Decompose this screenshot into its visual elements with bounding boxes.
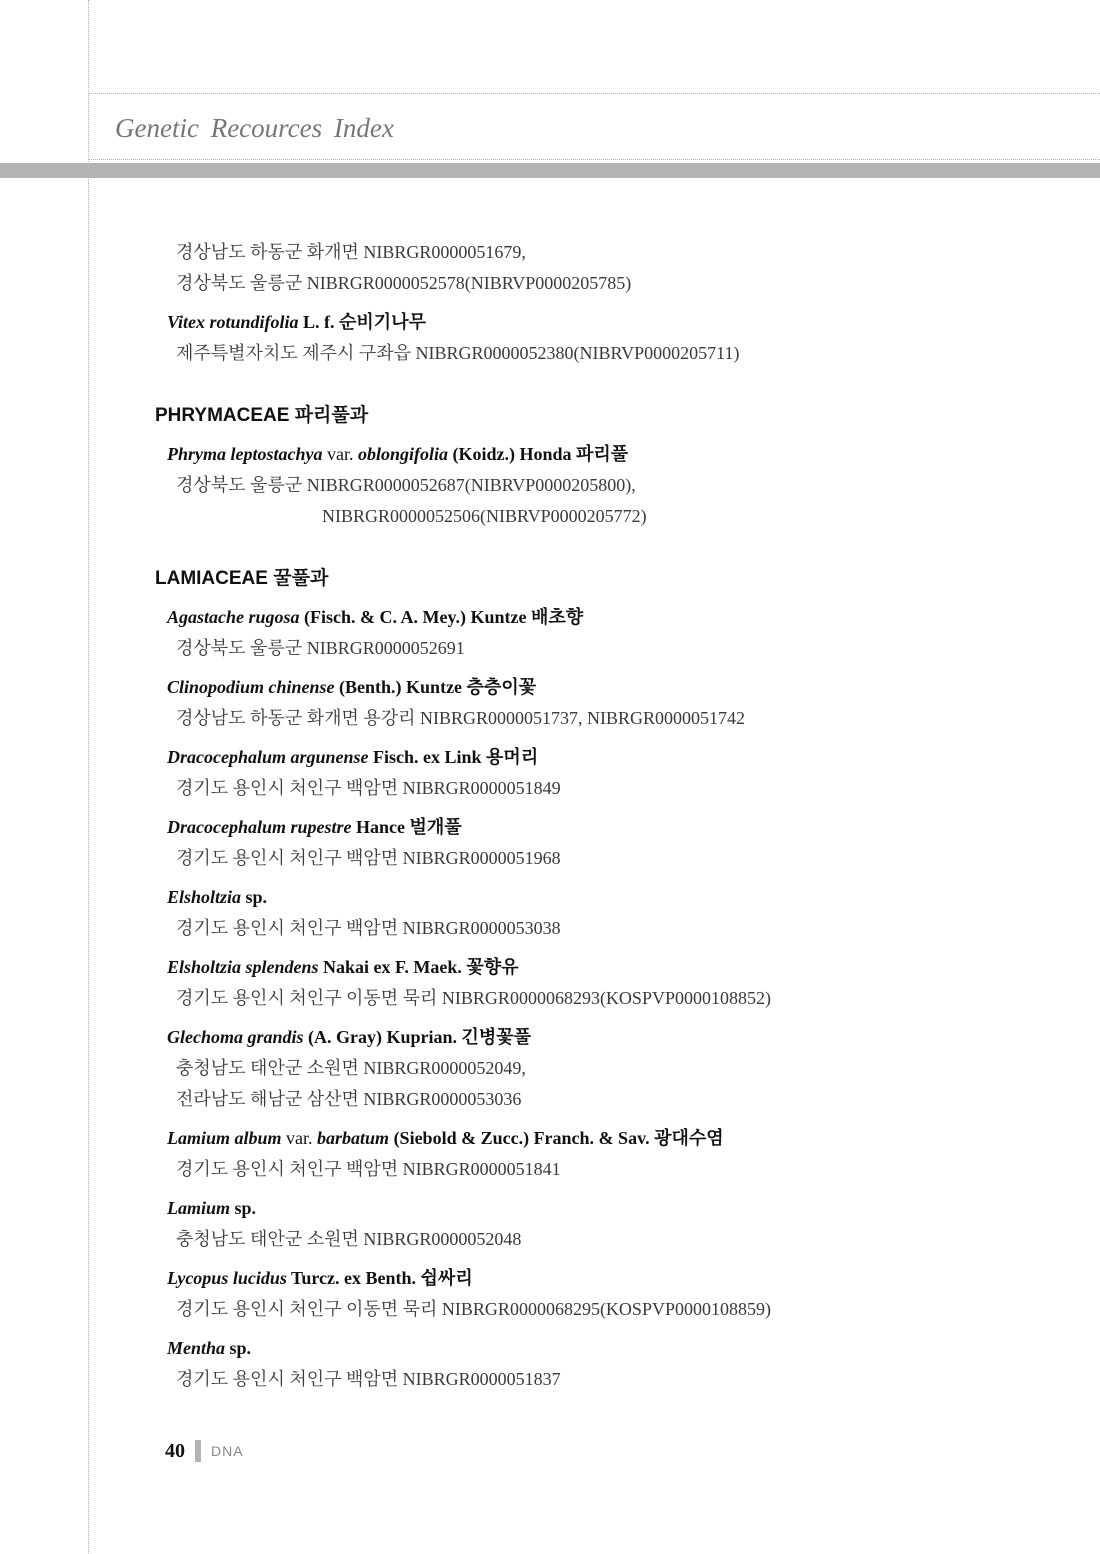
section-label: DNA [211, 1443, 244, 1459]
korean-name: 순비기나무 [339, 312, 426, 332]
scientific-name: Phryma leptostachya [167, 444, 323, 464]
species-name [155, 811, 1055, 843]
authority: (Siebold & Zucc.) Franch. & Sav. [393, 1128, 650, 1148]
species-name [155, 881, 1055, 913]
species-entry [155, 671, 1055, 734]
authority: Hance [356, 817, 405, 837]
rank-marker: var. [286, 1128, 313, 1148]
authority: (A. Gray) Kuprian. [308, 1027, 458, 1047]
scientific-name: Lycopus lucidus [167, 1268, 287, 1288]
running-header-title: Genetic Recources Index [115, 113, 394, 143]
scientific-name: Elsholtzia [167, 887, 242, 907]
locality-line: 경기도 용인시 처인구 백암면 NIBRGR0000053038 [176, 918, 561, 938]
scientific-name: Mentha [167, 1338, 226, 1358]
korean-name: 쉽싸리 [420, 1268, 473, 1288]
locality-line: 제주특별자치도 제주시 구좌읍 NIBRGR0000052380(NIBRVP0000205711) [176, 343, 740, 363]
species-entry [155, 741, 1055, 804]
korean-name: 파리풀 [576, 444, 629, 464]
scientific-name: Dracocephalum argunense [167, 747, 369, 767]
species-name [155, 1262, 1055, 1294]
species-name [155, 1021, 1055, 1053]
authority: (Fisch. & C. A. Mey.) Kuntze [304, 607, 527, 627]
locality-line: 전라남도 해남군 삼산면 NIBRGR0000053036 [176, 1089, 522, 1109]
locality-line: 경상북도 울릉군 NIBRGR0000052687(NIBRVP0000205800), [176, 475, 636, 495]
family-heading [155, 564, 1055, 594]
korean-name: 층층이꽃 [466, 677, 537, 697]
locality-line: 경기도 용인시 처인구 백암면 NIBRGR0000051849 [176, 778, 561, 798]
scientific-name: Agastache rugosa [167, 607, 300, 627]
species-entry [155, 1192, 1055, 1255]
locality-line: 경기도 용인시 처인구 이동면 묵리 NIBRGR0000068293(KOSPVP0000108852) [176, 988, 771, 1008]
species-name [155, 741, 1055, 773]
authority: L. f. [303, 312, 335, 332]
korean-name: 광대수염 [654, 1128, 724, 1148]
species-qualifier: sp. [234, 1198, 257, 1218]
footer-divider-bar [195, 1440, 201, 1462]
species-entry [155, 1021, 1055, 1115]
species-entry [155, 951, 1055, 1014]
page-margin-dotted-line [88, 0, 89, 1554]
scientific-name: Lamium [167, 1198, 231, 1218]
korean-name: 배초향 [531, 607, 584, 627]
locality-line: 경기도 용인시 처인구 백암면 NIBRGR0000051837 [176, 1369, 561, 1389]
scientific-name: Vitex rotundifolia [167, 312, 299, 332]
scientific-name: Glechoma grandis [167, 1027, 304, 1047]
species-entry [155, 881, 1055, 944]
locality-line: 경상북도 울릉군 NIBRGR0000052691 [176, 638, 465, 658]
species-name [155, 1122, 1055, 1154]
page-number: 40 [165, 1439, 185, 1462]
scientific-name: Dracocephalum rupestre [167, 817, 352, 837]
family-latin-name: PHRYMACEAE [155, 405, 290, 426]
authority: (Benth.) Kuntze [339, 677, 463, 697]
locality-line: 경기도 용인시 처인구 백암면 NIBRGR0000051968 [176, 848, 561, 868]
index-content [155, 237, 1055, 1395]
authority: Fisch. ex Link [373, 747, 482, 767]
species-qualifier: sp. [245, 887, 268, 907]
korean-name: 용머리 [486, 747, 539, 767]
header-dotted-rule-lower [88, 159, 1100, 160]
scientific-name: Lamium album [167, 1128, 282, 1148]
header-dotted-rule [88, 93, 1100, 94]
rank-marker: var. [327, 444, 354, 464]
locality-line: 경상남도 하동군 화개면 NIBRGR0000051679, [176, 242, 526, 262]
species-entry [155, 1262, 1055, 1325]
locality-line-continued: NIBRGR0000052506(NIBRVP0000205772) [322, 506, 647, 526]
locality-line: 충청남도 태안군 소원면 NIBRGR0000052049, [176, 1058, 526, 1078]
korean-name: 긴병꽃풀 [461, 1027, 532, 1047]
species-name [155, 438, 1055, 470]
species-entry [155, 306, 1055, 369]
scientific-name: Elsholtzia splendens [167, 957, 319, 977]
infraspecific-epithet: oblongifolia [358, 444, 449, 464]
scientific-name: Clinopodium chinense [167, 677, 335, 697]
species-entry [155, 601, 1055, 664]
species-name [155, 601, 1055, 633]
authority: Turcz. ex Benth. [291, 1268, 417, 1288]
locality-line: 경기도 용인시 처인구 백암면 NIBRGR0000051841 [176, 1159, 561, 1179]
korean-name: 꽃향유 [466, 957, 519, 977]
species-name [155, 1332, 1055, 1364]
species-name [155, 951, 1055, 983]
korean-name: 벌개풀 [409, 817, 462, 837]
authority: Nakai ex F. Maek. [323, 957, 462, 977]
species-entry [155, 1332, 1055, 1395]
locality-line: 경상북도 울릉군 NIBRGR0000052578(NIBRVP0000205785) [176, 273, 632, 293]
page-footer [165, 1438, 244, 1464]
locality-line: 경기도 용인시 처인구 이동면 묵리 NIBRGR0000068295(KOSPVP0000108859) [176, 1299, 771, 1319]
family-korean-name: 파리풀과 [294, 405, 369, 426]
species-entry [155, 1122, 1055, 1185]
species-entry [155, 811, 1055, 874]
locality-line: 충청남도 태안군 소원면 NIBRGR0000052048 [176, 1229, 522, 1249]
species-entry [155, 438, 1055, 532]
header-gray-band [0, 163, 1100, 178]
species-qualifier: sp. [229, 1338, 252, 1358]
species-name [155, 1192, 1055, 1224]
species-name [155, 306, 1055, 338]
locality-line: 경상남도 하동군 화개면 용강리 NIBRGR0000051737, NIBRGR0000051742 [176, 708, 746, 728]
family-heading [155, 401, 1055, 431]
family-korean-name: 꿀풀과 [273, 568, 329, 589]
family-latin-name: LAMIACEAE [155, 568, 268, 589]
species-name [155, 671, 1055, 703]
authority: (Koidz.) Honda [452, 444, 572, 464]
infraspecific-epithet: barbatum [317, 1128, 390, 1148]
